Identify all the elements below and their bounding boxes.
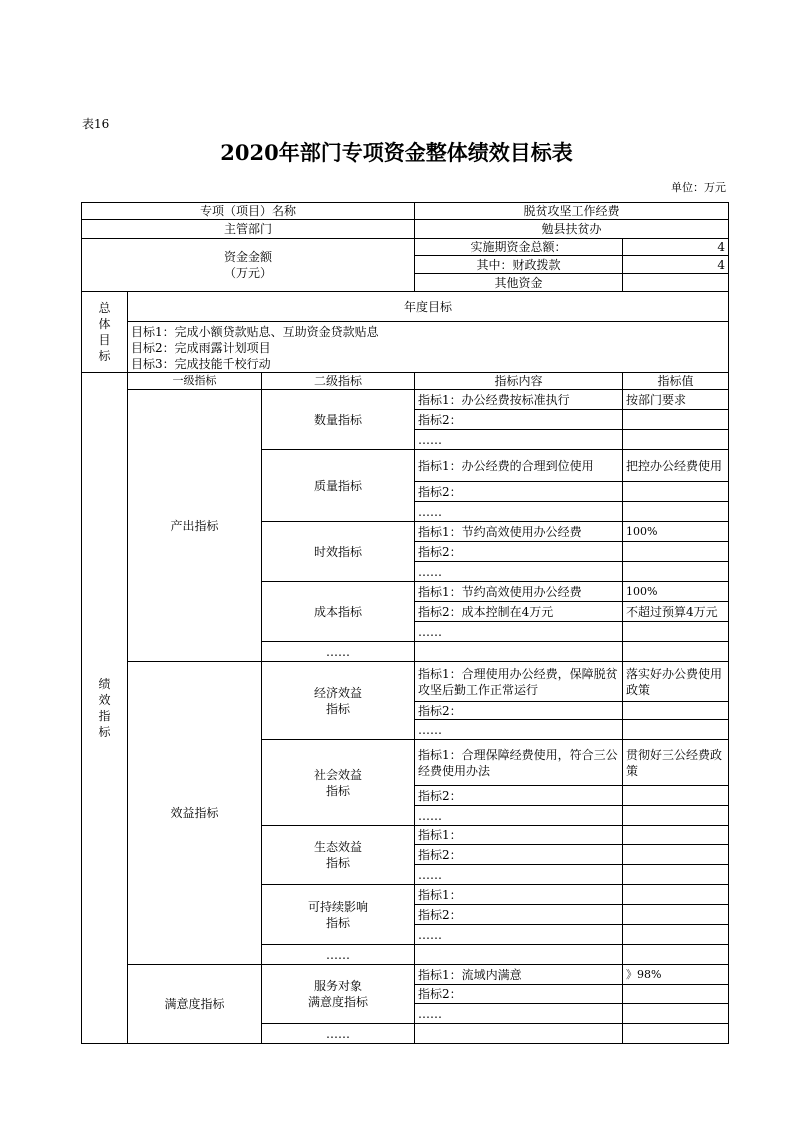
social-label-line1: 社会效益 (314, 767, 363, 782)
service-item-more: …… (415, 1004, 623, 1024)
quantity-item-more: …… (415, 430, 623, 450)
sustainable-label-line2: 指标 (326, 915, 351, 930)
goal-item-3: 目标3：完成技能千校行动 (131, 357, 271, 371)
social-value-2 (623, 786, 729, 806)
service-value-more (623, 1004, 729, 1024)
economic-value-2 (623, 702, 729, 720)
table-row (82, 662, 729, 702)
satisfaction-more-value (623, 1024, 729, 1044)
goal-items-row (82, 322, 729, 373)
quantity-item-2: 指标2： (415, 410, 623, 430)
service-item-1: 指标1：流域内满意 (415, 965, 623, 985)
social-value-more (623, 806, 729, 826)
goal-item-2: 目标2：完成雨露计划项目 (131, 341, 271, 355)
quality-value-1: 把控办公经费使用 (623, 450, 729, 482)
cost-value-2: 不超过预算4万元 (623, 602, 729, 622)
indicator-header-row (82, 373, 729, 390)
economic-indicator-label (262, 662, 415, 740)
sustainable-value-2 (623, 905, 729, 925)
social-item-2: 指标2： (415, 786, 623, 806)
social-item-more: …… (415, 806, 623, 826)
service-label-line1: 服务对象 (314, 979, 363, 993)
timeliness-value-2 (623, 542, 729, 562)
benefit-more-content (415, 945, 623, 965)
timeliness-value-1: 100% (623, 522, 729, 542)
cost-item-more: …… (415, 622, 623, 642)
social-item-1: 指标1：合理保障经费使用，符合三公经费使用办法 (415, 740, 623, 786)
ecological-item-1: 指标1： (415, 826, 623, 845)
annual-goal-label: 年度目标 (128, 292, 729, 322)
fund-label (82, 239, 415, 292)
goal-items (128, 322, 729, 373)
project-name-label: 专项（项目）名称 (82, 203, 415, 220)
benefit-more-value (623, 945, 729, 965)
social-label-line2: 指标 (326, 783, 351, 798)
fund-other-value (623, 274, 729, 292)
col-level2-header: 二级指标 (262, 373, 415, 390)
annual-goal-header-row (82, 292, 729, 322)
output-more-content (415, 642, 623, 662)
economic-value-more (623, 720, 729, 740)
sustainable-value-1 (623, 885, 729, 905)
cost-indicator-label: 成本指标 (262, 582, 415, 642)
quality-item-more: …… (415, 502, 623, 522)
page-title: 2020年部门专项资金整体绩效目标表 (220, 140, 573, 165)
fund-fiscal-label: 其中：财政拨款 (415, 256, 623, 274)
sustainable-value-more (623, 925, 729, 945)
quality-indicator-label: 质量指标 (262, 450, 415, 522)
quantity-value-1: 按部门要求 (623, 390, 729, 410)
ecological-item-more: …… (415, 865, 623, 885)
table-number: 表16 (82, 117, 110, 131)
fund-fiscal-value: 4 (623, 256, 729, 274)
fund-total-label: 实施期资金总额： (415, 239, 623, 256)
quality-item-1: 指标1：办公经费的合理到位使用 (415, 450, 623, 482)
timeliness-item-2: 指标2： (415, 542, 623, 562)
economic-label-line2: 指标 (326, 701, 351, 716)
unit-note: 单位：万元 (671, 181, 726, 194)
sustainable-label-line1: 可持续影响 (308, 899, 369, 914)
quality-value-more (623, 502, 729, 522)
performance-indicator-label: 绩效指标 (82, 373, 128, 1044)
social-indicator-label (262, 740, 415, 826)
service-label-line2: 满意度指标 (308, 995, 369, 1009)
benefit-more-label: …… (262, 945, 415, 965)
economic-item-more: …… (415, 720, 623, 740)
service-indicator-label (262, 965, 415, 1024)
project-name-value: 脱贫攻坚工作经费 (415, 203, 729, 220)
service-item-2: 指标2： (415, 985, 623, 1004)
timeliness-indicator-label: 时效指标 (262, 522, 415, 582)
output-more-value (623, 642, 729, 662)
cost-value-more (623, 622, 729, 642)
dept-label: 主管部门 (82, 220, 415, 239)
quantity-item-1: 指标1：办公经费按标准执行 (415, 390, 623, 410)
economic-item-1: 指标1：合理使用办公经费，保障脱贫攻坚后勤工作正常运行 (415, 662, 623, 702)
ecological-value-1 (623, 826, 729, 845)
fund-label-line1: 资金金额 (224, 250, 273, 264)
ecological-value-more (623, 865, 729, 885)
sustainable-item-2: 指标2： (415, 905, 623, 925)
timeliness-item-1: 指标1：节约高效使用办公经费 (415, 522, 623, 542)
quantity-value-more (623, 430, 729, 450)
ecological-label-line1: 生态效益 (314, 840, 363, 854)
ecological-label-line2: 指标 (326, 856, 351, 870)
ecological-value-2 (623, 845, 729, 865)
cost-value-1: 100% (623, 582, 729, 602)
fund-total-value: 4 (623, 239, 729, 256)
output-indicator-label: 产出指标 (128, 390, 262, 662)
sustainable-indicator-label (262, 885, 415, 945)
dept-row (82, 220, 729, 239)
sustainable-item-more: …… (415, 925, 623, 945)
project-name-row (82, 203, 729, 220)
economic-value-1: 落实好办公费使用政策 (623, 662, 729, 702)
satisfaction-more-label: …… (262, 1024, 415, 1044)
social-value-1: 贯彻好三公经费政策 (623, 740, 729, 786)
satisfaction-indicator-label: 满意度指标 (128, 965, 262, 1044)
overall-goal-label: 总体目标 (82, 292, 128, 373)
quality-value-2 (623, 482, 729, 502)
ecological-item-2: 指标2： (415, 845, 623, 865)
goal-item-1: 目标1：完成小额贷款贴息、互助资金贷款贴息 (131, 325, 379, 339)
table-row (82, 390, 729, 410)
cost-item-2: 指标2：成本控制在4万元 (415, 602, 623, 622)
timeliness-value-more (623, 562, 729, 582)
sustainable-item-1: 指标1： (415, 885, 623, 905)
quality-item-2: 指标2： (415, 482, 623, 502)
output-more-label: …… (262, 642, 415, 662)
ecological-indicator-label (262, 826, 415, 885)
quantity-indicator-label: 数量指标 (262, 390, 415, 450)
satisfaction-more-content (415, 1024, 623, 1044)
quantity-value-2 (623, 410, 729, 430)
fund-label-line2: （万元） (224, 266, 273, 280)
timeliness-item-more: …… (415, 562, 623, 582)
cost-item-1: 指标1：节约高效使用办公经费 (415, 582, 623, 602)
col-value-header: 指标值 (623, 373, 729, 390)
economic-label-line1: 经济效益 (314, 685, 363, 700)
col-content-header: 指标内容 (415, 373, 623, 390)
service-value-1: 》98% (623, 965, 729, 985)
table-row (82, 965, 729, 985)
col-level1-header: 一级指标 (128, 373, 262, 390)
benefit-indicator-label: 效益指标 (128, 662, 262, 965)
fund-other-label: 其他资金 (415, 274, 623, 292)
service-value-2 (623, 985, 729, 1004)
economic-item-2: 指标2： (415, 702, 623, 720)
performance-target-table (81, 202, 729, 1044)
dept-value: 勉县扶贫办 (415, 220, 729, 239)
fund-total-row (82, 239, 729, 256)
